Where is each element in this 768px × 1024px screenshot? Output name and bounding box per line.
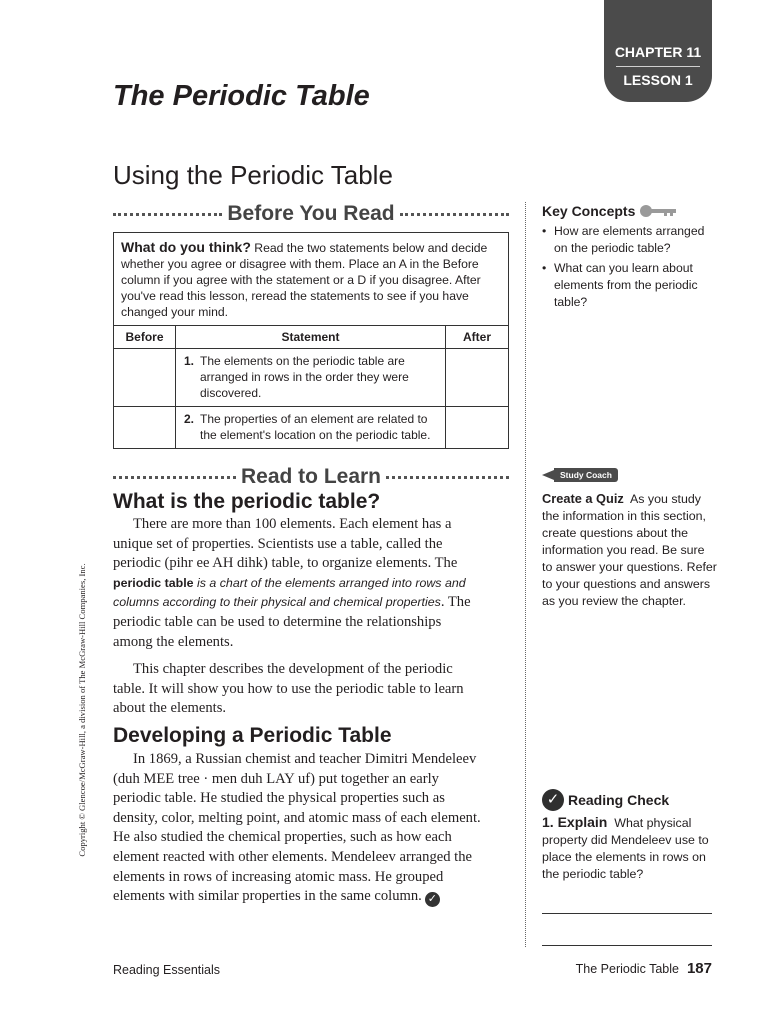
answer-line[interactable] — [542, 945, 712, 946]
create-quiz-title: Create a Quiz — [542, 491, 624, 506]
anticipation-instructions: Read the two statements below and decide whether you agree or disagree with them. Place an A in the Before column if you agree with the statement or a D if you disagree. After you've read this lesson, reread the statements to see if you have changed your mind. — [121, 241, 488, 319]
study-coach-text: Create a Quiz As you study the information in this section, create questions about the information you read. Be sure to answer your questions. Refer to your questions and answers as you review the chapter. — [542, 491, 717, 608]
dotted-rule-right — [400, 213, 509, 216]
study-coach-badge — [542, 468, 618, 482]
lesson-title: Using the Periodic Table — [113, 160, 393, 190]
answer-line[interactable] — [542, 913, 712, 914]
key-concepts-title: Key Concepts — [542, 203, 718, 219]
section-heading-developing: Developing a Periodic Table — [113, 724, 392, 747]
dotted-rule-left — [113, 476, 236, 479]
body-paragraph: This chapter describes the development of the periodic table. It will show you how to use the periodic table to learn about the elements. — [113, 661, 464, 717]
chapter-tab — [604, 0, 712, 102]
footer-chapter — [576, 960, 712, 977]
vocab-definition: is a chart of the elements arranged into rows and columns according to their physical and chemical properties — [113, 575, 466, 610]
read-to-learn-label: Read to Learn — [240, 465, 382, 488]
footer-book-title: Reading Essentials — [113, 963, 221, 977]
study-coach-label: Study Coach — [554, 468, 618, 482]
footer-chapter-title: The Periodic Table — [575, 962, 679, 976]
question-label: 1. Explain — [542, 814, 608, 830]
page-number: 187 — [686, 960, 712, 977]
read-to-learn-heading — [113, 465, 509, 489]
reading-check-question: 1. Explain What physical property did Mendeleev use to place the elements in rows on the periodic table? — [542, 814, 709, 881]
before-you-read-heading — [113, 202, 509, 226]
body-paragraph: In 1869, a Russian chemist and teacher Dimitri Mendeleev (duh MEE tree · men duh LAY uf) put together an early periodic table. He studied the physical properties such as density, color, melting point, and atomic mass of each element. He also studied the chemical properties, such as how each element reacted with other elements. Mendeleev arranged the elements in rows of increasing atomic mass. He grouped elements with similar properties in the same column. ✓ — [113, 751, 481, 906]
statement-number: 1. — [184, 354, 195, 368]
copyright-notice: Copyright © Glencoe/McGraw-Hill, a division of The McGraw-Hill Companies, Inc. — [77, 563, 87, 857]
before-cell-1[interactable] — [114, 349, 176, 407]
dotted-rule-right — [386, 476, 509, 479]
table-row — [114, 349, 508, 407]
table-header-row — [114, 326, 508, 349]
vocab-term: periodic table — [113, 575, 194, 590]
key-concepts-list — [542, 223, 718, 311]
list-item: • What can you learn about elements from the periodic table? — [542, 260, 718, 311]
chapter-label: CHAPTER 11 — [614, 44, 702, 60]
lesson-label: LESSON 1 — [623, 72, 693, 88]
statement-number: 2. — [184, 412, 195, 426]
check-mark-icon: ✓ — [542, 789, 564, 811]
column-divider — [525, 202, 526, 947]
anticipation-intro — [114, 233, 508, 325]
reading-check-panel — [542, 789, 718, 883]
after-cell-2[interactable] — [446, 407, 509, 449]
col-statement: Statement — [176, 326, 446, 349]
col-after: After — [446, 326, 509, 349]
anticipation-table — [114, 325, 508, 448]
after-cell-1[interactable] — [446, 349, 509, 407]
table-row — [114, 407, 508, 449]
body-paragraph: There are more than 100 elements. Each element has a unique set of properties. Scientists use a table, called the periodic (pihr ee AH dihk) table, to organize elements. The periodic table is a chart of the elements arranged into rows and columns according to their physical and chemical properties. The periodic table can be used to determine the relationships among the elements. — [113, 516, 471, 650]
statement-text: The elements on the periodic table are arranged in rows in the order they were discovered. — [200, 354, 409, 400]
col-before: Before — [114, 326, 176, 349]
statement-cell-1 — [176, 349, 446, 407]
before-cell-2[interactable] — [114, 407, 176, 449]
dotted-rule-left — [113, 213, 222, 216]
key-concepts-panel — [542, 203, 718, 314]
key-icon — [640, 204, 676, 218]
list-item: • How are elements arranged on the periodic table? — [542, 223, 718, 257]
before-you-read-label: Before You Read — [227, 202, 395, 225]
anticipation-guide — [113, 232, 509, 449]
reading-check-title: ✓ Reading Check — [542, 789, 718, 811]
chapter-title: The Periodic Table — [113, 80, 370, 112]
statement-text: The properties of an element are related to the element's location on the periodic table. — [200, 412, 431, 442]
statement-cell-2 — [176, 407, 446, 449]
tab-divider — [616, 66, 700, 67]
check-mark-icon: ✓ — [425, 892, 440, 907]
pencil-tip-icon — [542, 470, 554, 480]
section-heading-periodic-table: What is the periodic table? — [113, 490, 381, 513]
what-do-you-think-label: What do you think? — [121, 239, 251, 255]
